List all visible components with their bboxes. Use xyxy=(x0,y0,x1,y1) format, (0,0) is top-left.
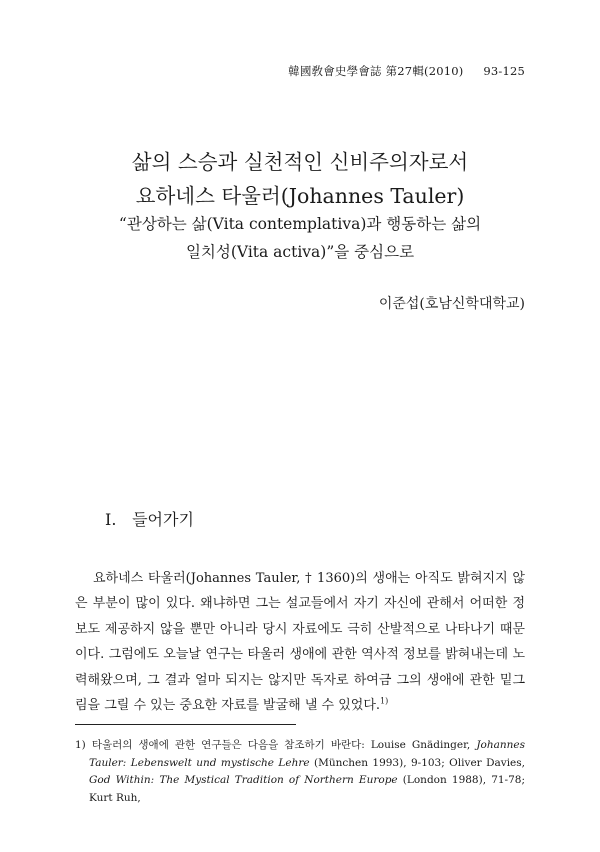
section-title: 들어가기 xyxy=(132,510,194,529)
footnote-reference: 1) xyxy=(380,696,389,706)
article-title-line-2: 요하네스 타울러(Johannes Tauler) xyxy=(135,184,465,208)
footnote-divider xyxy=(75,724,296,725)
body-text xyxy=(75,566,525,718)
section-heading xyxy=(105,507,194,530)
footnote-after-1: (München 1993), 9-103; Oliver Davies, xyxy=(309,756,525,769)
journal-volume: 第27輯(2010) xyxy=(385,64,464,78)
footnote-after-2: (London 1988), 71-78; Kurt Ruh, xyxy=(89,774,526,804)
running-header xyxy=(288,63,525,79)
body-paragraph xyxy=(75,566,525,718)
footnote-1 xyxy=(75,737,525,807)
footnote-lead: 타울러의 생애에 관한 연구들은 다음을 참조하기 바란다: Louise Gnädinger, xyxy=(91,739,477,751)
section-number: Ⅰ. xyxy=(105,510,117,529)
page-range: 93-125 xyxy=(483,64,525,78)
footnote-work-2: God Within: The Mystical Tradition of Northern Europe xyxy=(89,774,398,786)
article-title-line-1: 삶의 스승과 실천적인 신비주의자로서 xyxy=(131,150,469,174)
footnote-marker: 1) xyxy=(75,739,86,751)
footnote-work-1: Johannes Tauler: Lebenswelt und mystische Lehre xyxy=(89,739,525,769)
footnote xyxy=(75,737,525,807)
article-subtitle-line-1: “관상하는 삶(Vita contemplativa)과 행동하는 삶의 xyxy=(118,215,482,233)
paragraph-text: 요하네스 타울러(Johannes Tauler, † 1360)의 생애는 아직도 밝혀지지 않은 부분이 많이 있다. 왜냐하면 그는 설교들에서 자기 자신에 관해서 어떠한 정보도 제공하지 않을 뿐만 아니라 당시 자료에도 극히 산발적으로 나타나기 때문이다. 그럼에도 오늘날 연구는 타울러 생애에 관한 역사적 정보를 밝혀내는데 노력해왔으며, 그 결과 얼마 되지는 않지만 독자로 하여금 그의 생애에 관한 밑그림을 그릴 수 있는 중요한 자료를 발굴해 낼 수 있었다. xyxy=(75,571,525,714)
article-subtitle-line-2: 일치성(Vita activa)”을 중심으로 xyxy=(185,243,415,261)
journal-name: 韓國敎會史學會誌 xyxy=(288,64,382,78)
author-affiliation: 이준섭(호남신학대학교) xyxy=(378,296,525,312)
